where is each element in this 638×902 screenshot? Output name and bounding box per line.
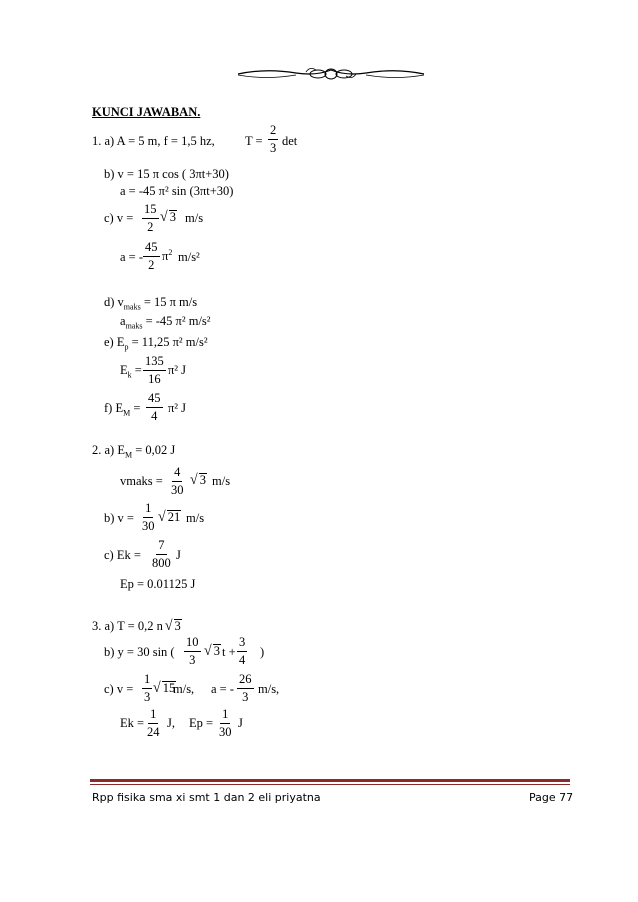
- q3-c-den: 3: [144, 689, 151, 704]
- q2-c-den: 800: [152, 555, 171, 570]
- ornament-divider: [236, 62, 426, 86]
- q1-b-a: a = -45 π² sin (3πt+30): [120, 184, 234, 198]
- q1-f-den: 4: [151, 408, 158, 423]
- q1-b-v: b) v = 15 π cos ( 3πt+30): [104, 167, 229, 181]
- q2-a-sub: M: [124, 450, 133, 460]
- q3-c-a-fraction: [237, 673, 254, 703]
- q1-f-letter: f) E: [104, 401, 124, 415]
- q1-c-a-fraction: [143, 241, 160, 271]
- q1-e-ep-value: = 11,25 π² m/s²: [131, 335, 208, 349]
- q3-ep-num: 1: [220, 708, 230, 724]
- q1-f-unit: π² J: [168, 401, 187, 415]
- q2-b-radicand: 21: [167, 510, 181, 524]
- footer-document-title: Rpp fisika sma xi smt 1 dan 2 eli priyatna: [92, 791, 321, 804]
- q1-f-sub: M: [123, 408, 131, 418]
- q2-b-den: 30: [142, 518, 155, 533]
- q1-e-ek-unit: π² J: [168, 363, 187, 377]
- q3-c-num: 1: [142, 673, 152, 689]
- q2-c-unit: J: [176, 548, 181, 562]
- q1-e-ek-den: 16: [148, 371, 161, 386]
- q1-e-ek-letter: E: [120, 363, 128, 377]
- q1-f-label: [104, 402, 140, 418]
- q1-f-num: 45: [146, 392, 163, 408]
- q3-b-den1: 3: [189, 652, 196, 667]
- q3-ek-unit: J,: [167, 716, 175, 730]
- q1-e-ek-label: [120, 364, 142, 380]
- q2-b-root: √ 21: [158, 509, 181, 526]
- q3-b-close: ): [260, 645, 265, 659]
- q2-vmaks-label: vmaks =: [120, 474, 163, 488]
- q3-c-root: √ 15: [153, 680, 176, 697]
- q3-a-line: 3. a) T = 0,2 n √ 3: [92, 618, 181, 635]
- q1-c-a-pi-symbol: π: [162, 249, 169, 264]
- q1-a-t-unit: det: [282, 134, 298, 148]
- q3-c-a-unit: m/s,: [258, 682, 280, 696]
- q3-c-a-num: 26: [237, 673, 254, 689]
- q1-c-v-den: 2: [147, 219, 154, 234]
- q1-d-v-value: = 15 π m/s: [143, 295, 198, 309]
- q3-ek-label: Ek =: [120, 716, 145, 730]
- q2-a-label: 2. a) E: [92, 443, 125, 457]
- q1-d-a-value: = -45 π² m/s²: [145, 314, 211, 328]
- q3-b-root: √ 3: [204, 643, 220, 660]
- q2-a-line: [92, 444, 175, 460]
- q3-ek-num: 1: [148, 708, 158, 724]
- q3-b-radicand: 3: [213, 644, 220, 658]
- q1-a-t-num: 2: [268, 124, 278, 140]
- q1-e-ep: [104, 336, 208, 352]
- q1-a-t-den: 3: [270, 140, 277, 155]
- q3-c-a-den: 3: [242, 689, 249, 704]
- q1-d-a-label: a: [120, 314, 126, 328]
- q1-c-v-fraction: [142, 203, 159, 233]
- q2-b-unit: m/s: [186, 511, 205, 525]
- q1-c-v-num: 15: [142, 203, 159, 219]
- q1-c-a-num: 45: [143, 241, 160, 257]
- footer-rule-thin: [90, 784, 570, 785]
- q3-a-radicand: 3: [174, 619, 181, 633]
- q1-d-v-label: d) v: [104, 295, 124, 309]
- q2-c-label: c) Ek =: [104, 548, 141, 562]
- q3-b-den2: 4: [239, 652, 246, 667]
- q2-vmaks-fraction: [171, 466, 184, 496]
- q3-a-label: 3. a) T = 0,2 n: [92, 619, 163, 633]
- q1-e-ek-fraction: [143, 355, 166, 385]
- q3-ek-fraction: [147, 708, 160, 738]
- q3-b-num2: 3: [237, 636, 247, 652]
- q1-d-a: [120, 315, 211, 331]
- q2-b-label: b) v =: [104, 511, 134, 525]
- q3-ep-den: 30: [219, 724, 232, 739]
- q1-a-t-label: T =: [245, 134, 263, 148]
- q2-b-fraction: [142, 502, 155, 532]
- q3-ep-fraction: [219, 708, 232, 738]
- q2-vmaks-unit: m/s: [212, 474, 231, 488]
- q2-vmaks-root: √ 3: [190, 472, 206, 489]
- q2-vmaks-den: 30: [171, 482, 184, 497]
- q1-d-v: [104, 296, 197, 312]
- q1-f-eq: =: [133, 401, 141, 415]
- q1-c-v-radicand: 3: [169, 210, 176, 224]
- q3-ek-den: 24: [147, 724, 160, 739]
- footer-rule: [90, 779, 570, 782]
- q3-ep-unit: J: [238, 716, 243, 730]
- q3-b-label: b) y = 30 sin (: [104, 645, 175, 659]
- q1-d-v-sub: maks: [123, 302, 141, 312]
- q1-f-fraction: [146, 392, 163, 422]
- q2-vmaks-radicand: 3: [199, 473, 206, 487]
- footer-page-number: Page 77: [529, 791, 574, 804]
- q1-d-a-sub: maks: [125, 321, 143, 331]
- q3-b-num1: 10: [184, 636, 201, 652]
- q3-b-fraction-1: [184, 636, 201, 666]
- q3-c-fraction: [142, 673, 152, 703]
- q3-c-label: c) v =: [104, 682, 134, 696]
- q3-c-unit: m/s,: [173, 682, 195, 696]
- q1-a-line: 1. a) A = 5 m, f = 1,5 hz,: [92, 134, 215, 148]
- q1-e-ek-num: 135: [143, 355, 166, 371]
- q2-ep: Ep = 0.01125 J: [120, 577, 196, 591]
- q2-b-num: 1: [143, 502, 153, 518]
- q3-b-fraction-2: [237, 636, 247, 666]
- q1-c-v-root: √ 3: [160, 209, 176, 226]
- q1-e-ep-label: e) E: [104, 335, 125, 349]
- q3-ep-label: Ep =: [189, 716, 214, 730]
- q1-c-a-label: a = -: [120, 250, 144, 264]
- q1-c-a-den: 2: [148, 257, 155, 272]
- q2-c-fraction: [152, 539, 171, 569]
- q2-vmaks-num: 4: [172, 466, 182, 482]
- q1-c-v-label: c) v =: [104, 211, 134, 225]
- q1-e-ek-sub: k: [127, 370, 132, 380]
- q1-a-t-fraction: [268, 124, 278, 154]
- q3-c-radicand: 15: [162, 681, 176, 695]
- q2-c-num: 7: [156, 539, 166, 555]
- q3-c-a-label: a = -: [211, 682, 235, 696]
- q1-c-a-pi: $\pi^2$: [162, 248, 173, 264]
- q2-a-value: = 0,02 J: [135, 443, 176, 457]
- q1-e-ek-eq: =: [134, 363, 142, 377]
- q1-c-v-unit: m/s: [185, 211, 204, 225]
- q1-e-ep-sub: p: [124, 342, 129, 352]
- page-heading: KUNCI JAWABAN.: [92, 105, 201, 119]
- q1-c-a-unit: m/s²: [178, 250, 200, 264]
- q3-b-t: t +: [222, 645, 236, 659]
